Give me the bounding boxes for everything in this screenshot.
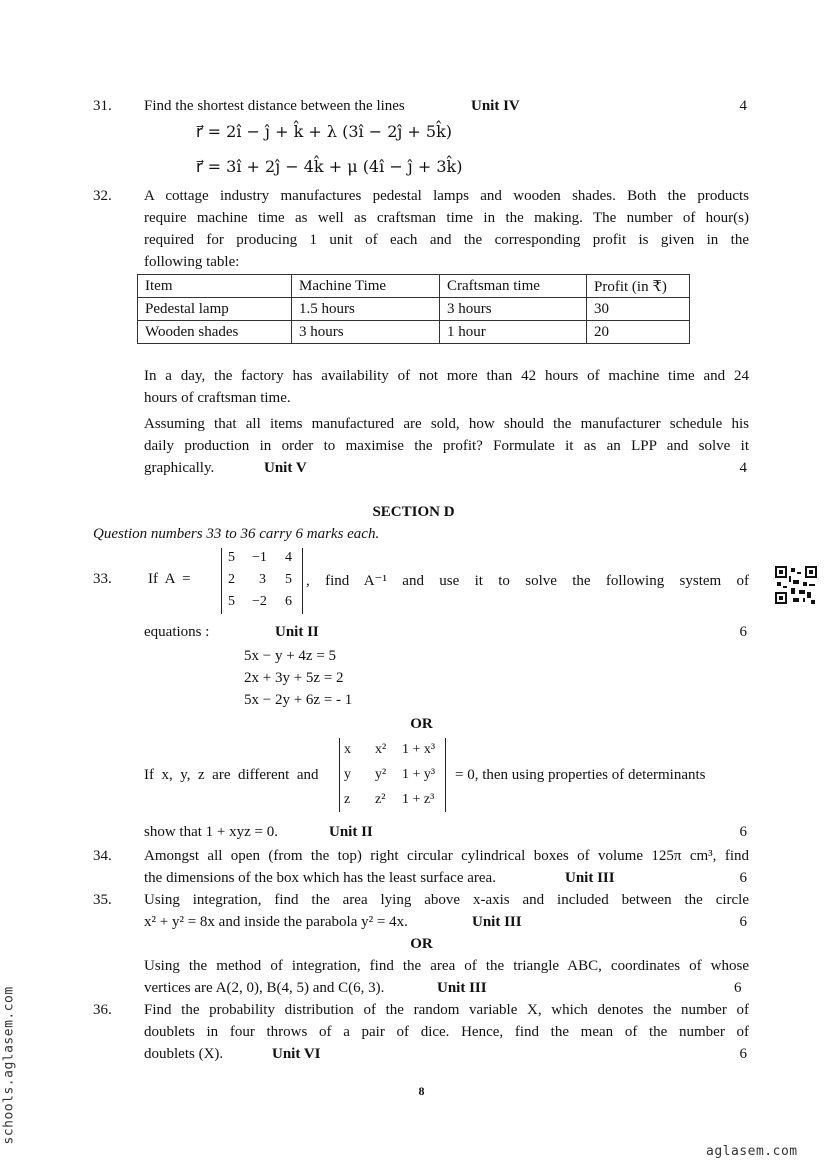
q34-number: 34.: [93, 848, 112, 864]
table-header-cell: Machine Time: [292, 275, 440, 298]
q32-para3-line1: Assuming that all items manufactured are sold, how should the manufacturer schedule his: [144, 416, 749, 432]
table-cell: 3 hours: [440, 298, 587, 321]
table-cell: 30: [587, 298, 690, 321]
det-cell: z²: [375, 792, 386, 807]
q33-eq1: 5x − y + 4z = 5: [244, 648, 337, 664]
q34-line2: the dimensions of the box which has the least surface area.: [144, 870, 496, 886]
q31-unit: Unit IV: [471, 98, 520, 114]
q35-marks: 6: [739, 914, 747, 930]
table-cell: Wooden shades: [138, 321, 292, 344]
det-cell: x: [344, 742, 351, 757]
q32-para2-line2: hours of craftsman time.: [144, 390, 291, 406]
page-number: 8: [418, 1084, 425, 1098]
q35-alt-marks: 6: [734, 980, 742, 996]
det-cell: z: [344, 792, 351, 807]
q32-para2-line1: In a day, the factory has availability of not more than 42 hours of machine time and 24: [144, 368, 749, 384]
matrix-cell: 5: [228, 594, 235, 609]
table-cell: 3 hours: [292, 321, 440, 344]
q33-eq2: 2x + 3y + 5z = 2: [244, 670, 344, 686]
table-row: [138, 321, 690, 344]
q36-marks: 6: [739, 1046, 747, 1062]
q36-unit: Unit VI: [272, 1046, 321, 1062]
q34-line1: Amongst all open (from the top) right circular cylindrical boxes of volume 125π cm³, find: [144, 848, 749, 864]
q32-marks: 4: [739, 460, 747, 476]
watermark-bottom: aglasem.com: [706, 1144, 798, 1159]
q32-line4: following table:: [144, 254, 240, 270]
q33-eq3: 5x − 2y + 6z = - 1: [244, 692, 353, 708]
watermark-side: schools.aglasem.com: [1, 986, 17, 1145]
table-header-cell: Craftsman time: [440, 275, 587, 298]
q32-line2: require machine time as well as craftsman time in the making. The number of hour(s): [144, 210, 749, 226]
q33-matrix-a: [221, 548, 303, 614]
q33-text-after: , find A⁻¹ and use it to solve the following system of: [306, 573, 749, 589]
q36-number: 36.: [93, 1002, 112, 1018]
q33-alt-after: = 0, then using properties of determinants: [455, 767, 706, 783]
q35-number: 35.: [93, 892, 112, 908]
matrix-cell: 6: [285, 594, 292, 609]
q32-line1: A cottage industry manufactures pedestal lamps and wooden shades. Both the products: [144, 188, 749, 204]
det-cell: 1 + z³: [402, 792, 435, 807]
q33-marks: 6: [739, 624, 747, 640]
q34-unit: Unit III: [565, 870, 615, 886]
table-row: [138, 298, 690, 321]
table-header-cell: Profit (in ₹): [587, 275, 690, 298]
q36-line3: doublets (X).: [144, 1046, 224, 1062]
matrix-cell: 5: [285, 572, 292, 587]
matrix-cell: 5: [228, 550, 235, 565]
q33-determinant: [339, 738, 446, 812]
matrix-cell: −1: [252, 550, 267, 565]
q31-line2: r⃗ = 3î + 2ĵ − 4k̂ + μ (4î − ĵ + 3k̂): [196, 157, 463, 176]
table-header-cell: Item: [138, 275, 292, 298]
det-cell: 1 + x³: [402, 742, 436, 757]
q33-number: 33.: [93, 571, 112, 587]
table-cell: 20: [587, 321, 690, 344]
q33-alt-show: show that 1 + xyz = 0.: [144, 824, 278, 840]
q35-alt-line1: Using the method of integration, find the area of the triangle ABC, coordinates of whose: [144, 958, 749, 974]
matrix-cell: 2: [228, 572, 235, 587]
table-cell: 1.5 hours: [292, 298, 440, 321]
q35-unit: Unit III: [472, 914, 522, 930]
table-cell: 1 hour: [440, 321, 587, 344]
q33-alt-marks: 6: [739, 824, 747, 840]
det-cell: x²: [375, 742, 387, 757]
section-subtitle: Question numbers 33 to 36 carry 6 marks each.: [93, 526, 380, 542]
q33-alt-unit: Unit II: [329, 824, 373, 840]
qr-code-icon: [775, 566, 817, 604]
q32-table: [137, 274, 690, 344]
det-cell: y²: [375, 767, 387, 782]
q36-line2: doublets in four throws of a pair of dice. Hence, find the mean of the number of: [144, 1024, 749, 1040]
q31-text: Find the shortest distance between the lines: [144, 98, 405, 114]
q35-or: OR: [410, 936, 433, 952]
matrix-cell: 3: [259, 572, 266, 587]
q32-para3-line3: graphically.: [144, 460, 215, 476]
q33-or: OR: [410, 716, 433, 732]
q35-alt-line2: vertices are A(2, 0), B(4, 5) and C(6, 3).: [144, 980, 385, 996]
section-title: SECTION D: [372, 504, 455, 520]
q31-line1: r⃗ = 2î − ĵ + k̂ + λ (3î − 2ĵ + 5k̂): [196, 122, 453, 141]
matrix-cell: −2: [252, 594, 267, 609]
q33-unit: Unit II: [275, 624, 319, 640]
q32-line3: required for producing 1 unit of each and the corresponding profit is given in the: [144, 232, 749, 248]
det-cell: y: [344, 767, 351, 782]
q36-line1: Find the probability distribution of the random variable X, which denotes the number of: [144, 1002, 749, 1018]
q31-number: 31.: [93, 98, 112, 114]
q35-alt-unit: Unit III: [437, 980, 487, 996]
table-cell: Pedestal lamp: [138, 298, 292, 321]
q32-unit: Unit V: [264, 460, 307, 476]
q31-marks: 4: [739, 98, 747, 114]
q33-if-a: If A =: [148, 571, 191, 587]
q32-para3-line2: daily production in order to maximise the profit? Formulate it as an LPP and solve it: [144, 438, 749, 454]
table-header-row: [138, 275, 690, 298]
q35-line2: x² + y² = 8x and inside the parabola y² = 4x.: [144, 914, 408, 930]
det-cell: 1 + y³: [402, 767, 436, 782]
q35-line1: Using integration, find the area lying above x-axis and included between the circle: [144, 892, 749, 908]
q33-alt-if: If x, y, z are different and: [144, 767, 319, 783]
q33-equations-label: equations :: [144, 624, 210, 640]
q32-number: 32.: [93, 188, 112, 204]
q34-marks: 6: [739, 870, 747, 886]
matrix-cell: 4: [285, 550, 292, 565]
